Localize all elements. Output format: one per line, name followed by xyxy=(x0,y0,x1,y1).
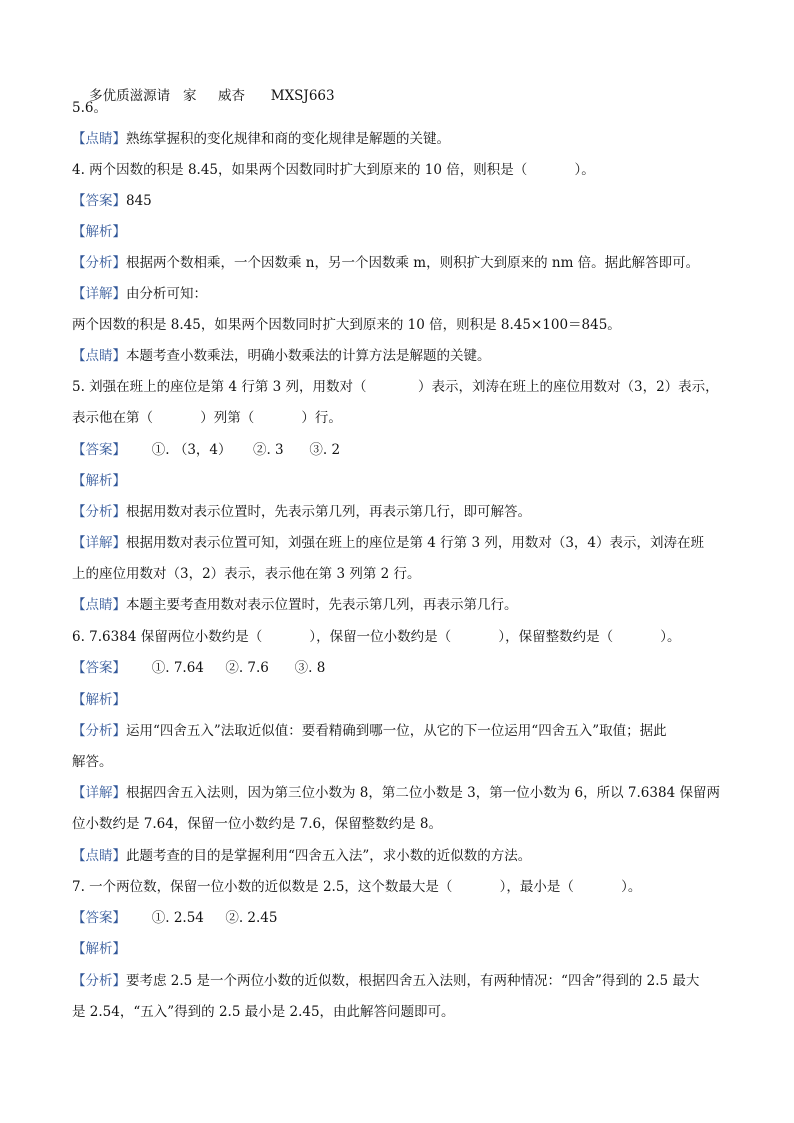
section-tag: 【解析】 xyxy=(72,224,126,240)
line-text: 根据四舍五入法则，因为第三位小数为 8，第二位小数是 3，第一位小数为 6，所以 7.6384 保留两 xyxy=(126,785,720,801)
text-line xyxy=(72,129,754,149)
text-line xyxy=(72,846,754,866)
text-line xyxy=(72,346,754,366)
header-text: 多优质滋源请 家 威杏 MXSJ663 xyxy=(89,88,335,104)
line-text: 本题考查小数乘法，明确小数乘法的计算方法是解题的关键。 xyxy=(126,348,491,364)
text-line xyxy=(72,284,754,304)
section-tag: 【答案】 xyxy=(72,660,126,676)
section-tag: 【点睛】 xyxy=(72,597,126,613)
text-line xyxy=(72,253,754,273)
answer-line xyxy=(72,191,754,211)
text-line xyxy=(72,783,754,803)
text-line xyxy=(72,98,754,118)
section-tag: 【点睛】 xyxy=(72,348,126,364)
text-line xyxy=(72,939,754,959)
answer-line xyxy=(72,658,754,678)
text-line xyxy=(72,533,754,553)
section-tag: 【解析】 xyxy=(72,692,126,708)
line-text: 表示他在第（ ）列第（ ）行。 xyxy=(72,410,342,426)
section-tag: 【点睛】 xyxy=(72,131,126,147)
line-text: 5. 刘强在班上的座位是第 4 行第 3 列，用数对（ ）表示，刘涛在班上的座位用数对（3，2）表示， xyxy=(72,379,719,395)
section-tag: 【答案】 xyxy=(72,193,126,209)
line-text: ①. （3，4） ②. 3 ③. 2 xyxy=(126,442,341,458)
line-text: 上的座位用数对（3，2）表示，表示他在第 3 列第 2 行。 xyxy=(72,566,421,582)
section-tag: 【详解】 xyxy=(72,785,126,801)
section-tag: 【点睛】 xyxy=(72,848,126,864)
question-line xyxy=(72,160,754,180)
section-tag: 【解析】 xyxy=(72,941,126,957)
text-line xyxy=(72,721,754,741)
line-text: 根据用数对表示位置可知，刘强在班上的座位是第 4 行第 3 列，用数对（3，4）表示，刘涛在班 xyxy=(126,535,705,551)
question-line xyxy=(72,408,754,428)
line-text: ①. 2.54 ②. 2.45 xyxy=(126,910,278,926)
line-text: 熟练掌握积的变化规律和商的变化规律是解题的关键。 xyxy=(126,131,450,147)
text-line xyxy=(72,971,754,991)
text-line xyxy=(72,814,754,834)
section-tag: 【详解】 xyxy=(72,535,126,551)
section-tag: 【分析】 xyxy=(72,504,126,520)
text-line xyxy=(72,471,754,491)
line-text: ①. 7.64 ②. 7.6 ③. 8 xyxy=(126,660,326,676)
text-line xyxy=(72,595,754,615)
section-tag: 【分析】 xyxy=(72,723,126,739)
line-text: 4. 两个因数的积是 8.45，如果两个因数同时扩大到原来的 10 倍，则积是（ ）。 xyxy=(72,162,595,178)
line-text: 7. 一个两位数，保留一位小数的近似数是 2.5，这个数最大是（ ），最小是（ ）。 xyxy=(72,879,642,895)
line-text: 由分析可知： xyxy=(126,286,207,302)
text-line xyxy=(72,222,754,242)
question-line xyxy=(72,377,754,397)
section-tag: 【分析】 xyxy=(72,255,126,271)
section-tag: 【答案】 xyxy=(72,442,126,458)
question-line xyxy=(72,627,754,647)
line-text: 根据用数对表示位置时，先表示第几列，再表示第几行，即可解答。 xyxy=(126,504,531,520)
section-tag: 【答案】 xyxy=(72,910,126,926)
section-tag: 【解析】 xyxy=(72,473,126,489)
text-line xyxy=(72,1002,754,1022)
line-text: 两个因数的积是 8.45，如果两个因数同时扩大到原来的 10 倍，则积是 8.45×100＝845。 xyxy=(72,317,621,333)
line-text: 要考虑 2.5 是一个两位小数的近似数，根据四舍五入法则，有两种情况：“四舍”得到的 2.5 最大 xyxy=(126,973,700,989)
text-line xyxy=(72,564,754,584)
text-line xyxy=(72,502,754,522)
line-text: 本题主要考查用数对表示位置时，先表示第几列，再表示第几行。 xyxy=(126,597,518,613)
text-line xyxy=(72,315,754,335)
line-text: 解答。 xyxy=(72,754,113,770)
line-text: 运用“四舍五入”法取近似值：要看精确到哪一位，从它的下一位运用“四舍五入”取值；据此 xyxy=(126,723,667,739)
line-text: 845 xyxy=(126,193,152,209)
text-line xyxy=(72,690,754,710)
line-text: 是 2.54，“五入”得到的 2.5 最小是 2.45，由此解答问题即可。 xyxy=(72,1004,455,1020)
line-text: 6. 7.6384 保留两位小数约是（ ），保留一位小数约是（ ），保留整数约是（ ）。 xyxy=(72,629,681,645)
section-tag: 【详解】 xyxy=(72,286,126,302)
line-text: 位小数约是 7.64，保留一位小数约是 7.6，保留整数约是 8。 xyxy=(72,816,442,832)
line-text: 5.6。 xyxy=(72,100,107,116)
text-line xyxy=(72,752,754,772)
answer-line xyxy=(72,908,754,928)
line-text: 根据两个数相乘，一个因数乘 n，另一个因数乘 m，则积扩大到原来的 nm 倍。据此解答即可。 xyxy=(126,255,700,271)
section-tag: 【分析】 xyxy=(72,973,126,989)
answer-line xyxy=(72,440,754,460)
line-text: 此题考查的目的是掌握利用“四舍五入法”，求小数的近似数的方法。 xyxy=(126,848,532,864)
question-line xyxy=(72,877,754,897)
